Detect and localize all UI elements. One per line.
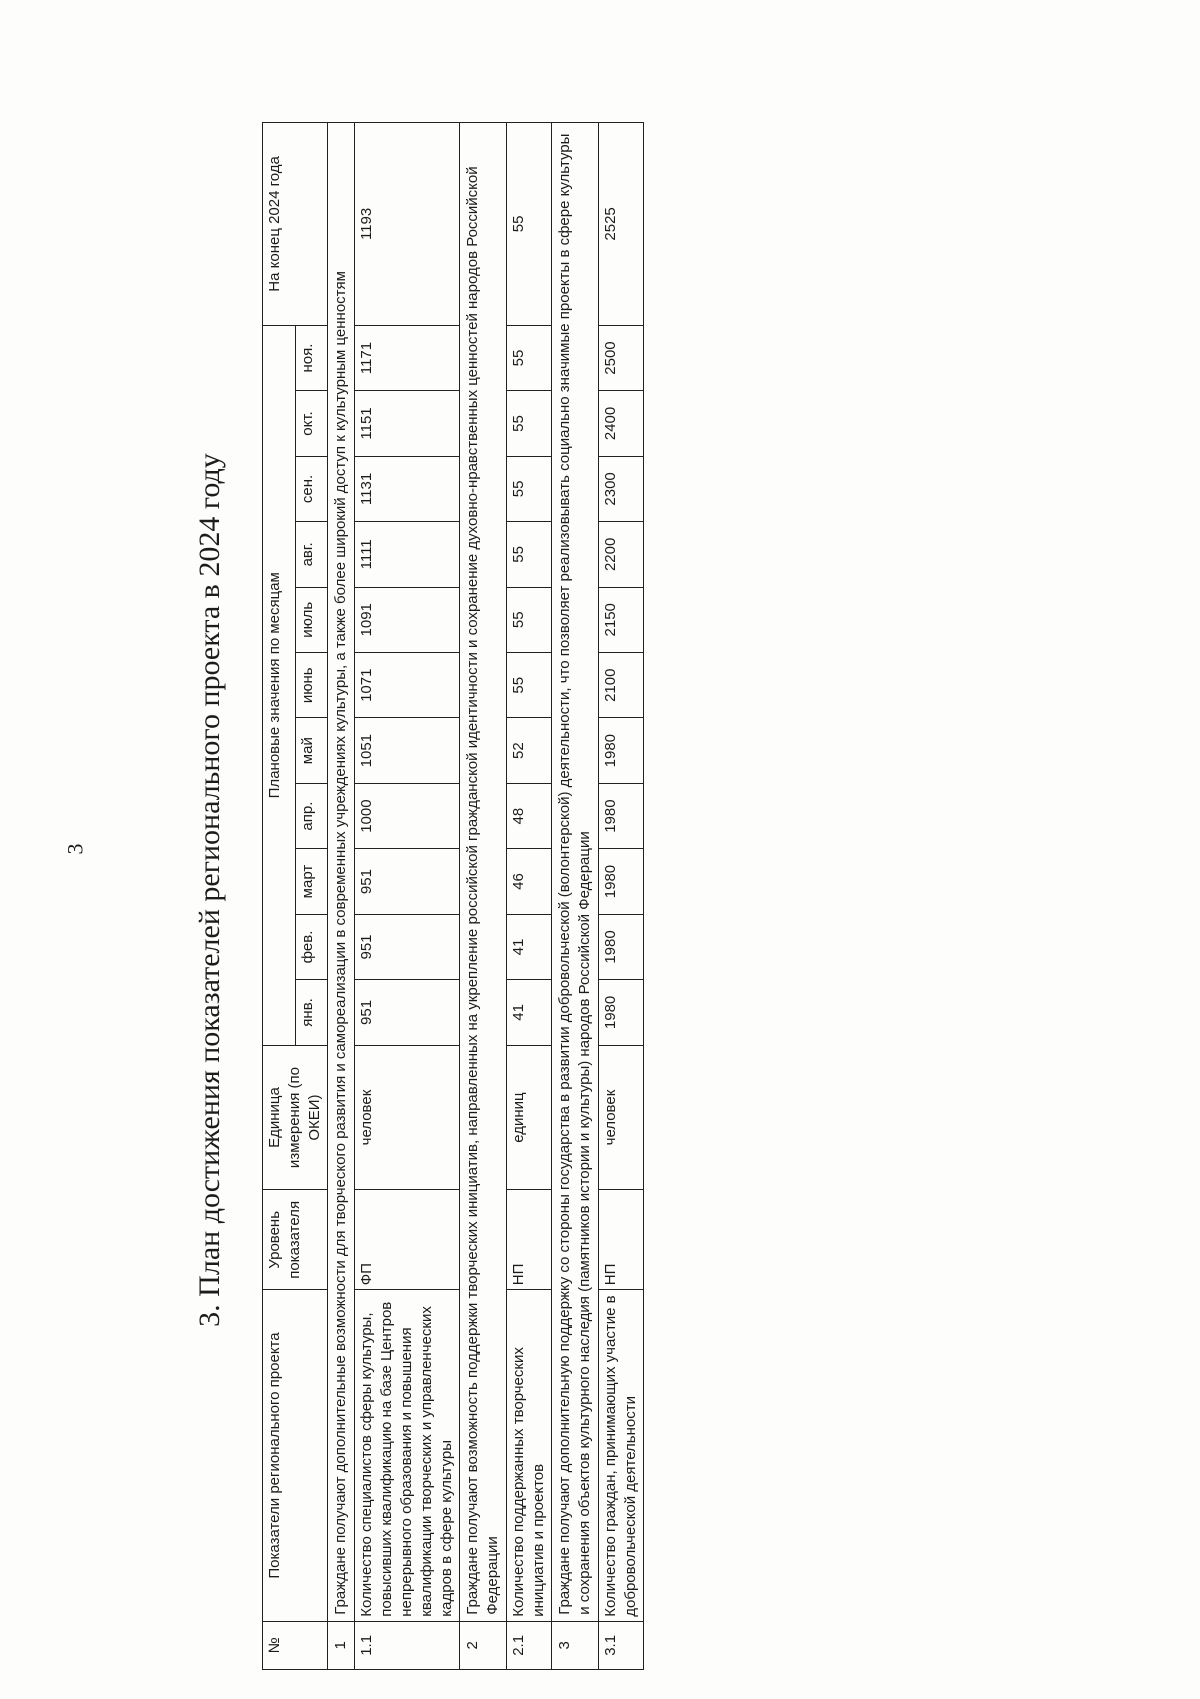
goal-text: Граждане получают дополнительную поддержку со стороны государства в развитии добровольческой (волонтерской) деятельности, что позволяет реализовывать социально значимые проекты в сфере культуры и сохранения объектов культурного наследия (памятников истории и культуры) народов Российской Федерации <box>552 123 599 1622</box>
month-value: 55 <box>507 587 552 652</box>
month-value: 1980 <box>599 849 644 914</box>
indicator-number: 2.1 <box>507 1621 552 1669</box>
header-num: № <box>263 1621 328 1669</box>
indicator-name: Количество поддержанных творческих инициатив и проектов <box>507 1290 552 1622</box>
month-value: 1980 <box>599 718 644 783</box>
indicator-number: 1.1 <box>355 1621 460 1669</box>
end-year-value: 2525 <box>599 123 644 326</box>
month-value: 1980 <box>599 783 644 848</box>
month-value: 2100 <box>599 653 644 718</box>
end-year-value: 55 <box>507 123 552 326</box>
end-year-value: 1193 <box>355 123 460 326</box>
month-value: 951 <box>355 849 460 914</box>
month-value: 52 <box>507 718 552 783</box>
month-value: 1171 <box>355 325 460 390</box>
indicator-row <box>355 123 460 1670</box>
month-value: 2500 <box>599 325 644 390</box>
month-value: 2400 <box>599 391 644 456</box>
header-month: авг. <box>295 522 328 587</box>
header-month: ноя. <box>295 325 328 390</box>
month-value: 1091 <box>355 587 460 652</box>
month-value: 2200 <box>599 522 644 587</box>
goal-text: Граждане получают возможность поддержки творческих инициатив, направленных на укрепление российской гражданской идентичности и сохранение духовно-нравственных ценностей народов Российской Федерации <box>460 123 507 1622</box>
header-end: На конец 2024 года <box>263 123 328 326</box>
indicators-plan-table <box>262 122 644 1670</box>
goal-number: 3 <box>552 1621 599 1669</box>
month-value: 55 <box>507 653 552 718</box>
header-month: июнь <box>295 653 328 718</box>
goal-row <box>460 123 507 1670</box>
header-month: март <box>295 849 328 914</box>
month-value: 1151 <box>355 391 460 456</box>
header-month: окт. <box>295 391 328 456</box>
month-value: 46 <box>507 849 552 914</box>
indicator-row <box>599 123 644 1670</box>
month-value: 1131 <box>355 456 460 521</box>
header-unit: Единица измерения (по ОКЕИ) <box>263 1045 328 1190</box>
rotated-page-content <box>190 110 1050 1670</box>
header-monthly: Плановые значения по месяцам <box>263 325 296 1045</box>
month-value: 1980 <box>599 980 644 1045</box>
header-level: Уровень показателя <box>263 1190 328 1290</box>
month-value: 48 <box>507 783 552 848</box>
indicator-number: 3.1 <box>599 1621 644 1669</box>
indicator-level: НП <box>599 1190 644 1290</box>
goal-number: 1 <box>328 1621 355 1669</box>
month-value: 55 <box>507 391 552 456</box>
month-value: 55 <box>507 325 552 390</box>
header-month: май <box>295 718 328 783</box>
month-value: 1111 <box>355 522 460 587</box>
indicator-level: НП <box>507 1190 552 1290</box>
goal-text: Граждане получают дополнительные возможности для творческого развития и самореализации в современных учреждениях культуры, а также более широкий доступ к культурным ценностям <box>328 123 355 1622</box>
month-value: 1071 <box>355 653 460 718</box>
header-month: янв. <box>295 980 328 1045</box>
month-value: 2300 <box>599 456 644 521</box>
month-value: 55 <box>507 456 552 521</box>
goal-row <box>552 123 599 1670</box>
month-value: 1051 <box>355 718 460 783</box>
header-month: фев. <box>295 914 328 979</box>
month-value: 1000 <box>355 783 460 848</box>
goal-number: 2 <box>460 1621 507 1669</box>
header-name: Показатели регионального проекта <box>263 1290 328 1622</box>
header-month: июль <box>295 587 328 652</box>
month-value: 41 <box>507 914 552 979</box>
month-value: 2150 <box>599 587 644 652</box>
month-value: 951 <box>355 914 460 979</box>
month-value: 41 <box>507 980 552 1045</box>
indicator-level: ФП <box>355 1190 460 1290</box>
header-month: апр. <box>295 783 328 848</box>
month-value: 55 <box>507 522 552 587</box>
header-month: сен. <box>295 456 328 521</box>
indicator-unit: человек <box>355 1045 460 1190</box>
indicator-name: Количество специалистов сферы культуры, повысивших квалификацию на базе Центров непрерывного образования и повышения квалификации творческих и управленческих кадров в сфере культуры <box>355 1290 460 1622</box>
month-value: 1980 <box>599 914 644 979</box>
indicator-row <box>507 123 552 1670</box>
indicator-unit: единиц <box>507 1045 552 1190</box>
document-title: 3. План достижения показателей регионального проекта в 2024 году <box>193 453 226 1327</box>
indicator-unit: человек <box>599 1045 644 1190</box>
month-value: 951 <box>355 980 460 1045</box>
page-number: 3 <box>62 843 88 855</box>
goal-row <box>328 123 355 1670</box>
indicator-name: Количество граждан, принимающих участие в добровольческой деятельности <box>599 1290 644 1622</box>
